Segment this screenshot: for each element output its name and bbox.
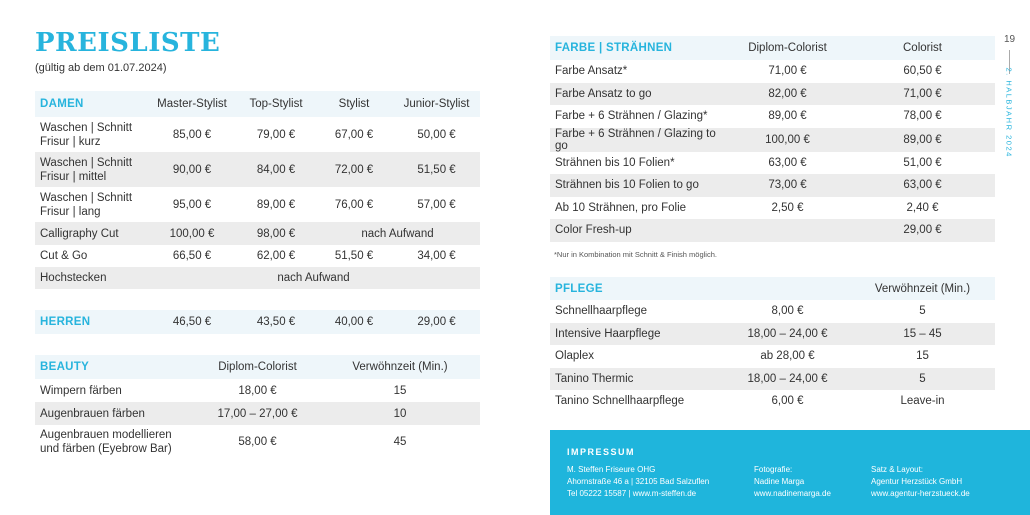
footnote: *Nur in Kombination mit Schnitt & Finish möglich. [554,250,717,259]
price: 51,00 € [903,156,942,169]
impressum-layout [871,464,970,500]
service-name: Intensive Haarpflege [555,327,661,340]
price: 82,00 € [768,87,807,100]
price: 58,00 € [238,436,277,448]
pflege-header-row [550,277,995,300]
table-row [550,83,995,106]
table-row [550,197,995,220]
service-name: Waschen | Schnitt Frisur | kurz [40,121,133,148]
beauty-header-row [35,355,480,379]
table-row [550,128,995,152]
service-name: Tanino Schnellhaarpflege [555,395,685,408]
duration: 5 [919,305,926,318]
price: 57,00 € [417,198,456,211]
service-name: Farbe Ansatz* [555,65,628,78]
company-address: Ahornstraße 46 a | 32105 Bad Salzuflen [567,477,710,486]
duration: 15 [916,350,929,363]
section-title-beauty: BEAUTY [40,361,90,373]
service-name: Farbe Ansatz to go [555,87,652,100]
section-title-farbe: FARBE | STRÄHNEN [555,42,673,54]
price: 43,50 € [256,316,296,328]
price: 63,00 € [768,156,807,169]
photography-label: Fotografie: [754,465,793,474]
edition-label: 2. HALBJAHR 2024 [1004,67,1014,158]
duration: 5 [919,372,926,385]
price: 76,00 € [334,198,374,211]
price: 6,00 € [771,395,804,408]
service-name: Augenbrauen modellieren und färben (Eyebrow Bar) [40,429,172,455]
price: 8,00 € [771,305,804,318]
price: 85,00 € [172,128,212,141]
damen-header-row [35,91,480,117]
page-number: 19 [1004,34,1016,45]
price: 72,00 € [334,163,374,176]
column-header: Diplom-Colorist [218,361,297,373]
column-header: Verwöhnzeit (Min.) [352,361,448,373]
price: 2,40 € [906,201,939,214]
price [725,219,850,242]
table-row [35,187,480,222]
table-row [550,368,995,391]
table-row [550,219,995,242]
service-name: Ab 10 Strähnen, pro Folie [555,201,687,214]
price: 78,00 € [903,110,942,123]
column-header: Top-Stylist [249,98,303,110]
price: 79,00 € [256,128,296,141]
table-row [35,222,480,245]
price: 60,50 € [903,65,942,78]
table-row [550,174,995,197]
page-title: PREISLISTE [35,28,221,58]
service-name: Waschen | Schnitt Frisur | lang [40,191,133,218]
column-header: Colorist [903,42,942,54]
damen-price-table [35,91,480,289]
price: 34,00 € [417,250,456,262]
price: 51,50 € [334,250,374,262]
duration: 15 – 45 [903,327,942,340]
column-header: Stylist [338,98,370,110]
service-name: Hochstecken [40,272,107,284]
photographer-name: Nadine Marga [754,477,805,486]
photographer-website: www.nadinemarga.de [754,489,831,498]
column-header: Verwöhnzeit (Min.) [874,282,971,295]
price: 100,00 € [169,227,215,240]
validity-note: (gültig ab dem 01.07.2024) [35,62,167,74]
price: 73,00 € [768,179,807,192]
price: 63,00 € [903,179,942,192]
farbe-price-table [550,36,995,242]
price: 17,00 – 27,00 € [217,407,298,420]
table-row [550,300,995,323]
duration: 15 [393,384,407,397]
service-name: Augenbrauen färben [40,407,145,420]
table-row [550,60,995,83]
price: 18,00 – 24,00 € [747,327,828,340]
company-name: M. Steffen Friseure OHG [567,465,656,474]
table-row [550,323,995,346]
price: 71,00 € [903,87,942,100]
price: 18,00 – 24,00 € [747,372,828,385]
price: 29,00 € [417,316,456,328]
service-name: Wimpern färben [40,384,122,397]
column-header [725,277,850,300]
table-row [550,345,995,368]
table-row [550,152,995,175]
price: 89,00 € [256,198,296,211]
service-name: Olaplex [555,350,594,363]
price: 51,50 € [417,163,456,176]
price: 67,00 € [334,128,374,141]
section-title-damen: DAMEN [40,98,84,110]
price: 100,00 € [765,133,810,146]
table-row [35,152,480,187]
impressum-company [567,464,709,500]
price: 89,00 € [768,110,807,123]
table-row [35,245,480,267]
service-name: Strähnen bis 10 Folien to go [555,179,699,192]
table-row [550,105,995,128]
price: 90,00 € [172,163,212,176]
column-header: Diplom-Colorist [748,42,827,54]
price: 46,50 € [172,316,212,328]
impressum-photography [754,464,831,500]
table-row [35,425,480,459]
table-row [35,402,480,425]
price-on-request: nach Aufwand [361,227,434,240]
price: 18,00 € [238,384,277,397]
price: 40,00 € [334,316,374,328]
herren-price-table [35,310,480,334]
service-name: Cut & Go [40,250,88,262]
agency-name: Agentur Herzstück GmbH [871,477,963,486]
section-title-herren: HERREN [40,316,91,328]
herren-row [35,310,480,334]
service-name: Strähnen bis 10 Folien* [555,156,675,169]
price: 62,00 € [256,250,296,262]
price: 89,00 € [903,133,942,146]
section-title-pflege: PFLEGE [555,282,603,295]
service-name: Farbe + 6 Strähnen / Glazing* [555,110,708,123]
price: ab 28,00 € [760,350,815,363]
service-name: Farbe + 6 Strähnen / Glazing to go [555,127,716,152]
service-name: Tanino Thermic [555,372,634,385]
impressum-box [550,430,1030,515]
table-row [550,390,995,413]
price: 50,00 € [417,128,456,141]
company-contact: Tel 05222 15587 | www.m-steffen.de [567,489,697,498]
column-header: Junior-Stylist [403,98,470,110]
impressum-title: IMPRESSUM [567,447,636,457]
service-name: Calligraphy Cut [40,227,119,240]
price: 98,00 € [256,227,296,240]
price: 84,00 € [256,163,296,176]
agency-website: www.agentur-herzstueck.de [871,489,970,498]
price: 95,00 € [172,198,212,211]
price: 29,00 € [903,224,942,237]
price-on-request: nach Aufwand [277,272,350,284]
duration: Leave-in [900,395,945,408]
price: 66,50 € [172,250,212,262]
table-row [35,267,480,289]
price: 71,00 € [768,65,807,78]
service-name: Waschen | Schnitt Frisur | mittel [40,156,133,183]
table-row [35,117,480,152]
duration: 10 [393,407,407,420]
farbe-header-row [550,36,995,60]
beauty-price-table [35,355,480,459]
layout-label: Satz & Layout: [871,465,924,474]
service-name: Schnellhaarpflege [555,305,648,318]
service-name: Color Fresh-up [555,224,632,237]
duration: 45 [393,436,407,448]
price: 2,50 € [771,201,804,214]
table-row [35,379,480,402]
pflege-price-table [550,277,995,413]
column-header: Master-Stylist [157,98,227,110]
